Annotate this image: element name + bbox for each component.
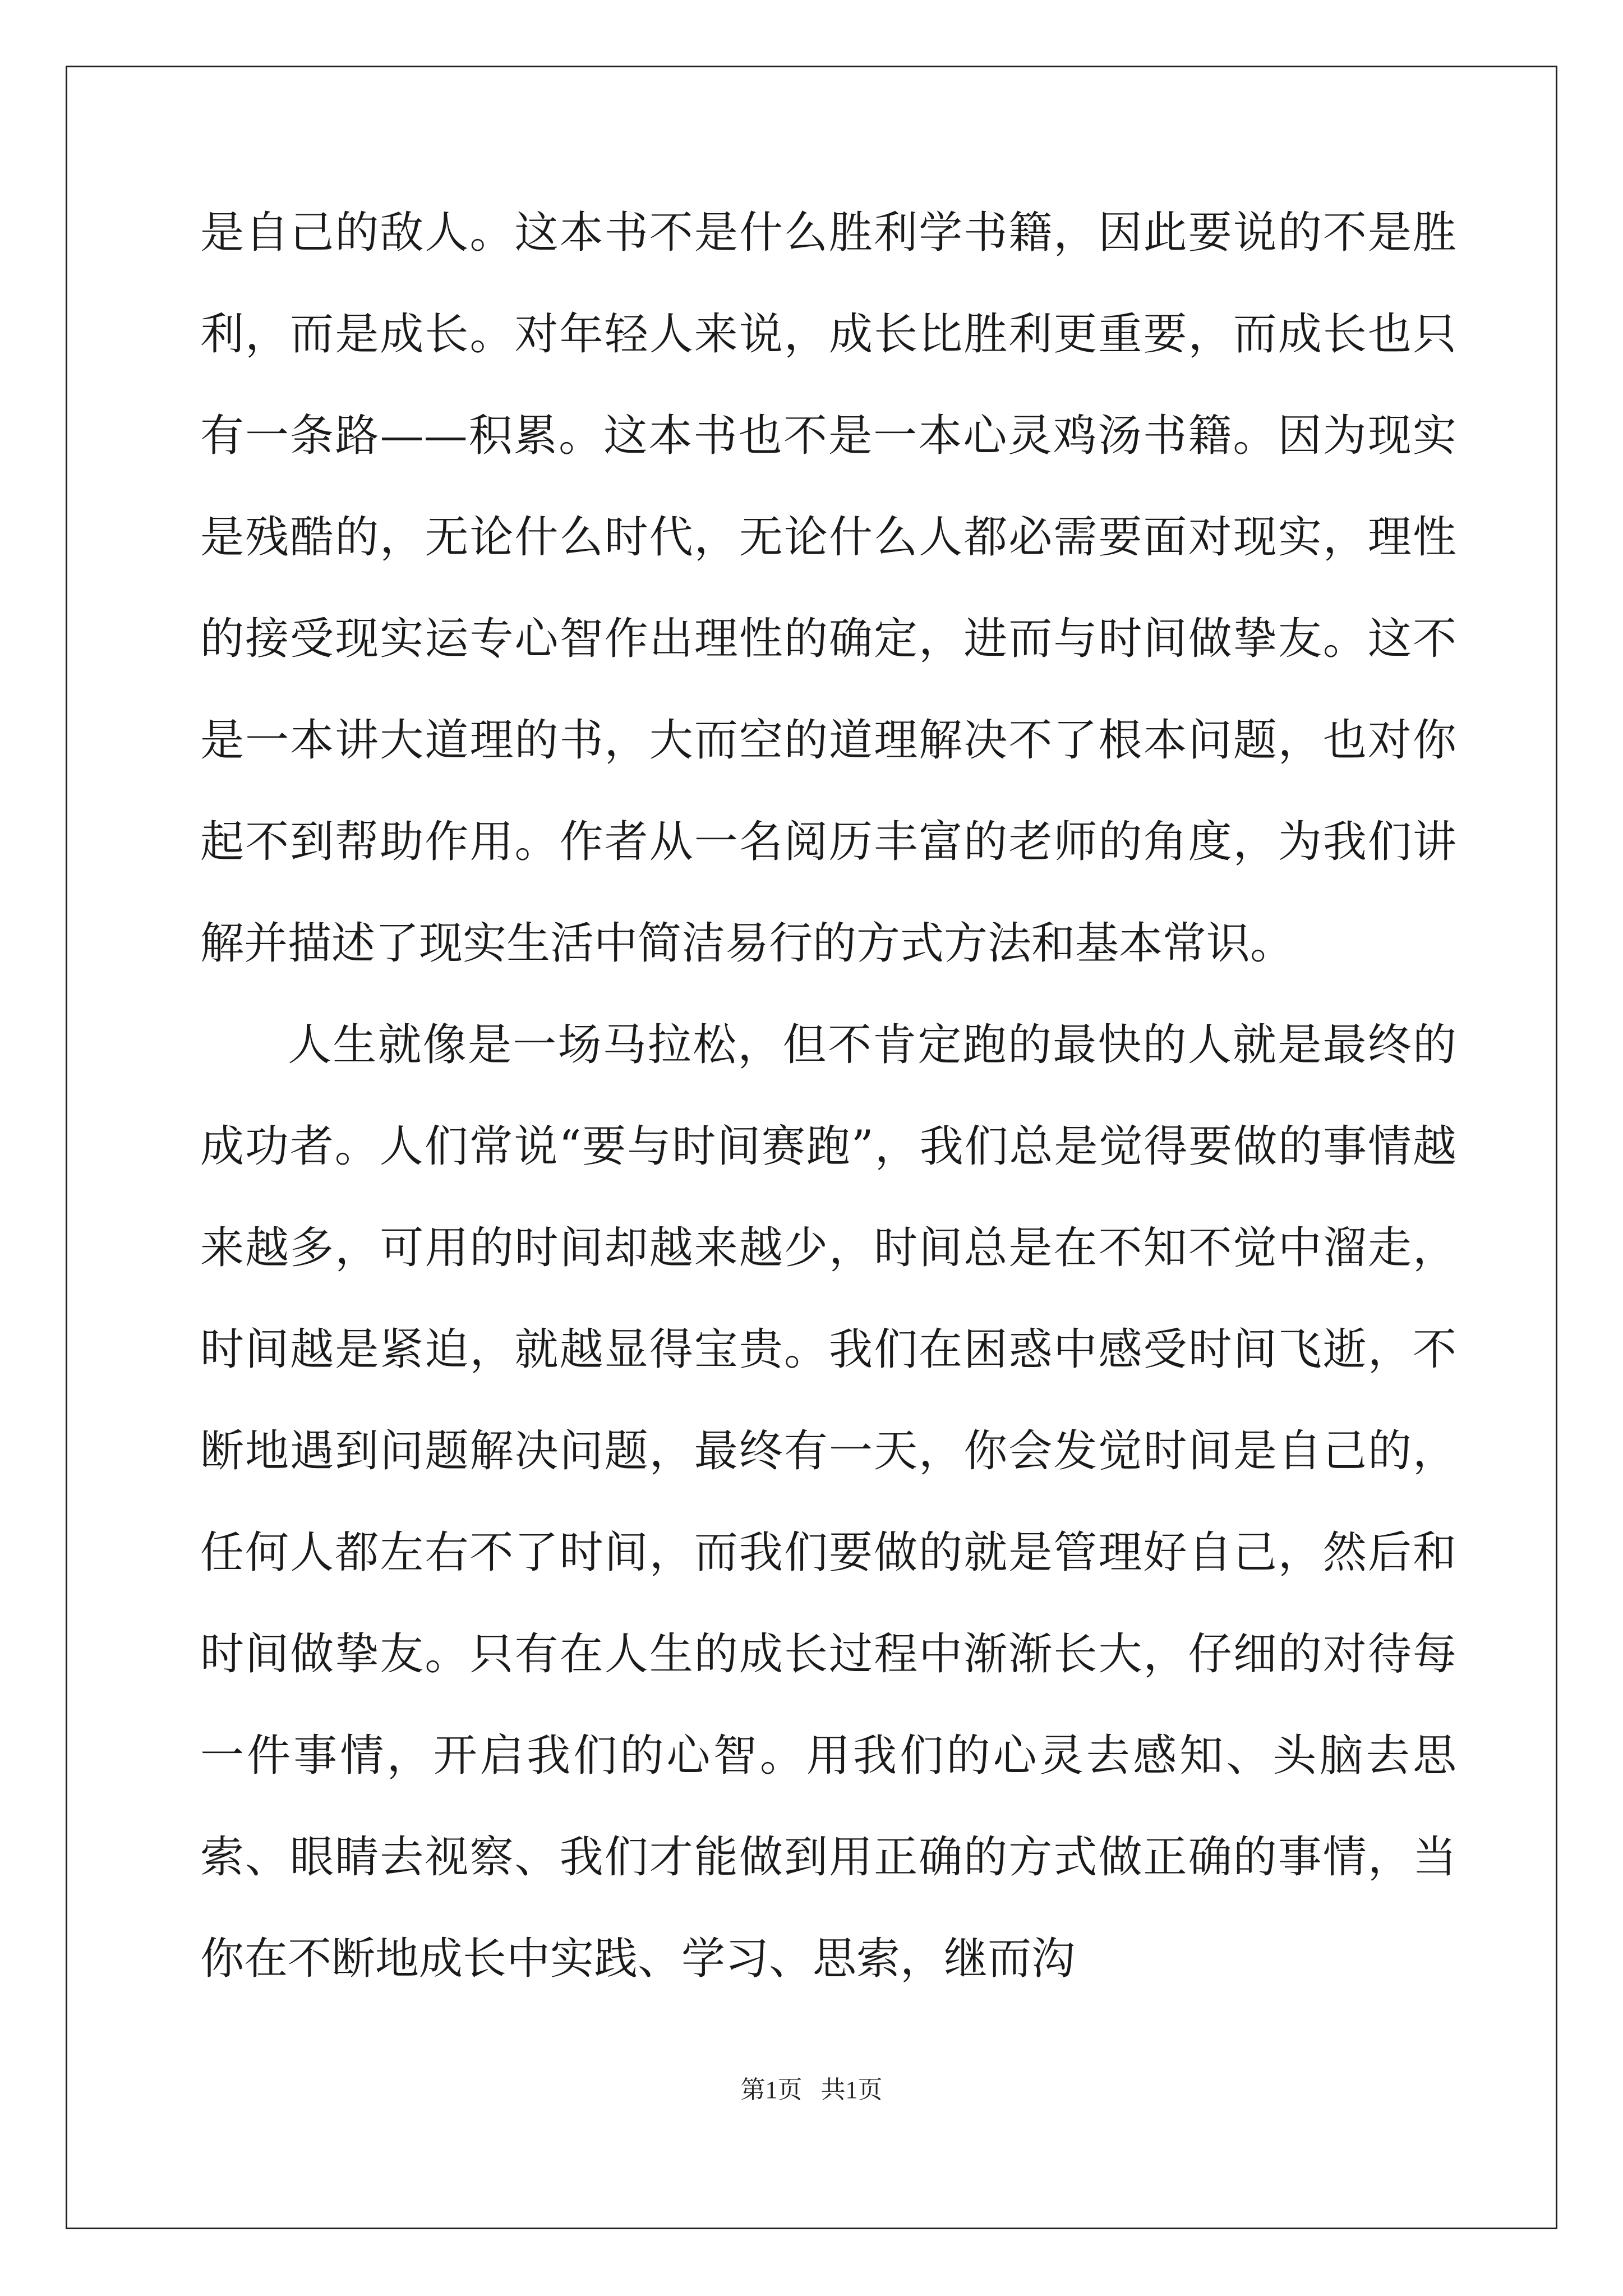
document-body bbox=[200, 182, 1456, 2010]
page-footer bbox=[0, 2073, 1623, 2107]
page-total: 共1页 bbox=[820, 2076, 883, 2104]
paragraph-2: 人生就像是一场马拉松，但不肯定跑的最快的人就是最终的成功者。人们常说“要与时间赛跑”，我们总是觉得要做的事情越来越多，可用的时间却越来越少，时间总是在不知不觉中溜走，时间越是紧迫，就越显得宝贵。我们在困惑中感受时间飞逝，不断地遇到问题解决问题，最终有一天，你会发觉时间是自己的，任何人都左右不了时间，而我们要做的就是管理好自己，然后和时间做挚友。只有在人生的成长过程中渐渐长大，仔细的对待每一件事情，开启我们的心智。用我们的心灵去感知、头脑去思索、眼睛去视察、我们才能做到用正确的方式做正确的事情，当你在不断地成长中实践、学习、思索，继而沟 bbox=[200, 1020, 1456, 1984]
paragraph-1: 是自己的敌人。这本书不是什么胜利学书籍，因此要说的不是胜利，而是成长。对年轻人来说，成长比胜利更重要，而成长也只有一条路——积累。这本书也不是一本心灵鸡汤书籍。因为现实是残酷的，无论什么时代，无论什么人都必需要面对现实，理性的接受现实运专心智作出理性的确定，进而与时间做挚友。这不是一本讲大道理的书，大而空的道理解决不了根本问题，也对你起不到帮助作用。作者从一名阅历丰富的老师的角度，为我们讲解并描述了现实生活中简洁易行的方式方法和基本常识。 bbox=[200, 208, 1456, 969]
page-number: 第1页 bbox=[740, 2076, 803, 2104]
